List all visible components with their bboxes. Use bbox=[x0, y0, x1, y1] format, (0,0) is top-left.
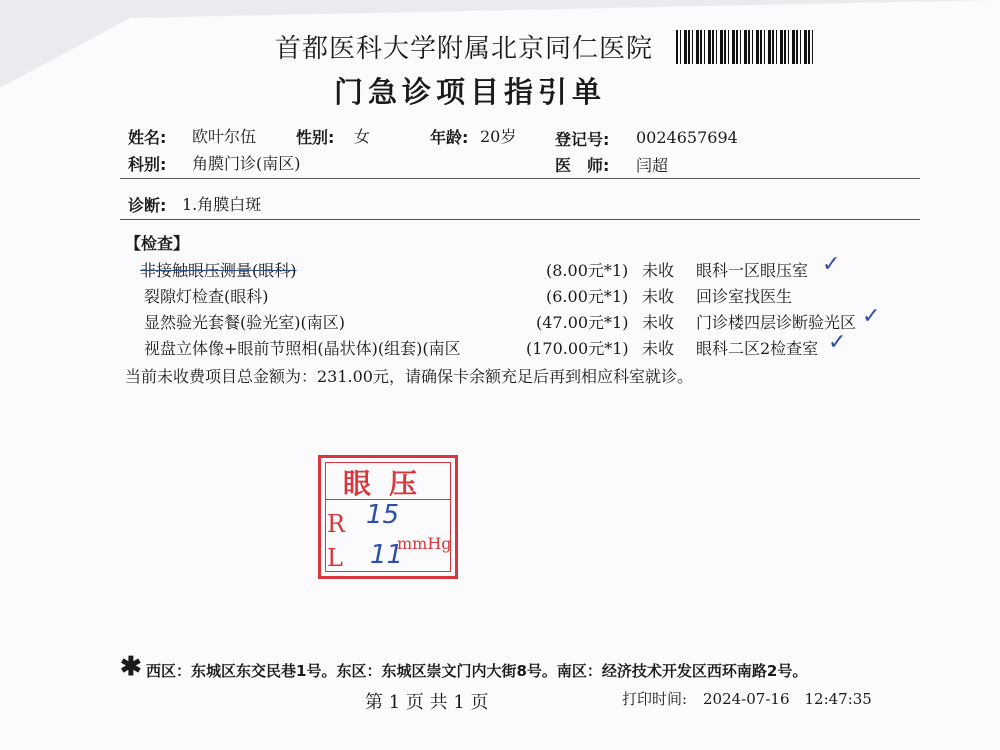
exam-item-location: 眼科二区2检查室 bbox=[696, 339, 819, 358]
right-eye-pressure: 15 bbox=[366, 500, 400, 530]
age-label: 年龄: bbox=[430, 128, 469, 147]
form-title: 门急诊项目指引单 bbox=[334, 75, 607, 109]
exam-item-price: (170.00元*1) bbox=[526, 339, 629, 358]
stamp-unit: mmHg bbox=[397, 534, 452, 553]
exam-item-status: 未收 bbox=[642, 261, 675, 280]
exam-item-status: 未收 bbox=[642, 339, 675, 358]
exam-item-location: 门诊楼四层诊断验光区 bbox=[696, 313, 857, 332]
print-time-label: 打印时间: bbox=[622, 690, 688, 708]
doctor-name: 闫超 bbox=[636, 156, 669, 175]
doctor-label: 医 师: bbox=[555, 156, 610, 175]
check-mark: ✓ bbox=[862, 304, 881, 329]
exam-item-status: 未收 bbox=[642, 313, 675, 332]
dept-label: 科别: bbox=[128, 155, 167, 174]
barcode bbox=[676, 30, 816, 64]
print-time: 2024-07-16 12:47:35 bbox=[703, 690, 872, 708]
exam-item-name: 显然验光套餐(验光室)(南区) bbox=[144, 313, 345, 332]
check-mark: ✓ bbox=[828, 330, 847, 355]
check-mark: ✓ bbox=[822, 252, 841, 277]
exam-item-price: (47.00元*1) bbox=[536, 313, 629, 332]
gender-label: 性别: bbox=[296, 128, 335, 147]
exam-item-price: (8.00元*1) bbox=[546, 261, 629, 280]
stamp-title: 眼压 bbox=[343, 467, 436, 500]
exam-item-location: 回诊室找医生 bbox=[696, 287, 793, 306]
department: 角膜门诊(南区) bbox=[192, 154, 301, 173]
divider-mid bbox=[120, 219, 920, 220]
diagnosis-label: 诊断: bbox=[128, 196, 167, 215]
page-info: 第 1 页 共 1 页 bbox=[365, 692, 489, 713]
exam-item-status: 未收 bbox=[642, 287, 675, 306]
stamp-l-label: L bbox=[327, 544, 343, 572]
exam-item-price: (6.00元*1) bbox=[546, 287, 629, 306]
reg-number: 0024657694 bbox=[636, 128, 738, 147]
divider-top bbox=[120, 178, 920, 179]
stamp-r-label: R bbox=[327, 510, 346, 538]
diagnosis-value: 1.角膜白斑 bbox=[182, 195, 262, 214]
address-line: 西区：东城区东交民巷1号。东区：东城区崇文门内大街8号。南区：经济技术开发区西环南路2号。 bbox=[146, 662, 808, 680]
exam-item-name: 视盘立体像+眼前节照相(晶状体)(组套)(南区 bbox=[144, 339, 461, 358]
patient-age: 20岁 bbox=[480, 127, 517, 146]
exam-item-location: 眼科一区眼压室 bbox=[696, 261, 809, 280]
patient-name: 欧叶尔伍 bbox=[192, 127, 257, 146]
name-label: 姓名: bbox=[128, 128, 167, 147]
hospital-name: 首都医科大学附属北京同仁医院 bbox=[275, 34, 654, 64]
exam-section-label: 【检查】 bbox=[125, 234, 190, 253]
total-note: 当前未收费项目总金额为：231.00元，请确保卡余额充足后再到相应科室就诊。 bbox=[125, 367, 693, 386]
exam-item-name: 非接触眼压测量(眼科) bbox=[140, 261, 297, 280]
patient-gender: 女 bbox=[354, 127, 371, 146]
left-eye-pressure: 11 bbox=[370, 540, 404, 570]
address-mark: ✱ bbox=[120, 652, 142, 682]
exam-item-name: 裂隙灯检查(眼科) bbox=[144, 287, 269, 306]
reg-label: 登记号: bbox=[555, 130, 610, 149]
